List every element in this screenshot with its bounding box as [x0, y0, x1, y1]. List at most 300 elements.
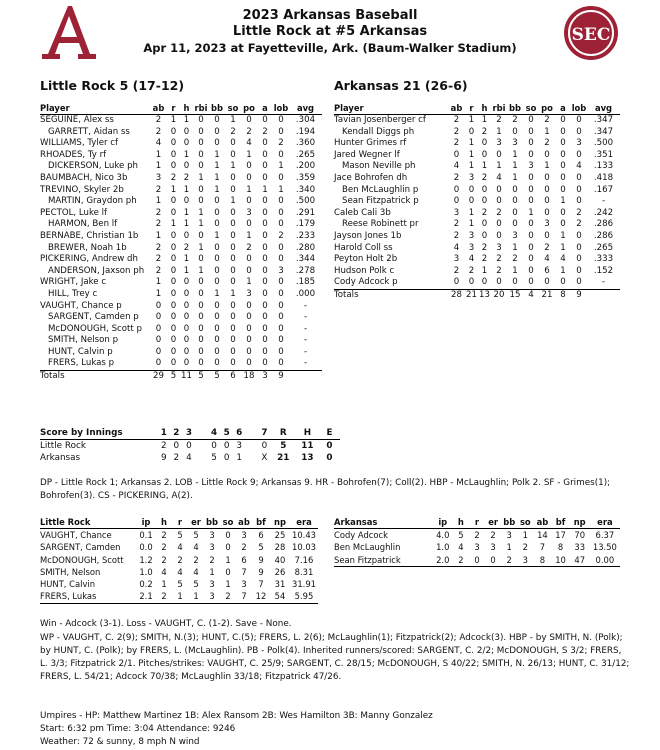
- innings-cell: 5: [280, 441, 287, 451]
- player-name: McDONOUGH, Scott p: [48, 323, 142, 334]
- table-row: [40, 196, 322, 208]
- table-row: [334, 185, 620, 197]
- column-header: era: [290, 516, 318, 529]
- stat-cell: 1: [468, 138, 475, 149]
- stat-cell: .242: [593, 207, 614, 218]
- stat-cell: 0: [214, 265, 220, 276]
- document-title: 2023 Arkansas Baseball: [242, 8, 418, 23]
- stat-cell: 7: [241, 566, 247, 577]
- stat-cell: 0: [170, 207, 177, 218]
- total-cell: 5: [198, 371, 204, 382]
- stat-cell: 4: [458, 542, 464, 553]
- stat-cell: 0: [209, 358, 225, 370]
- stat-cell: 0: [214, 346, 220, 357]
- stat-cell: 0: [560, 184, 566, 195]
- stat-cell: 3: [468, 230, 475, 241]
- column-header: r: [469, 516, 485, 529]
- column-header: ab: [533, 516, 551, 529]
- player-name: HILL, Trey c: [48, 288, 98, 299]
- table-row: [334, 115, 620, 127]
- stat-cell: 0: [230, 184, 236, 195]
- stat-cell: 0: [183, 335, 190, 346]
- innings-cell: X: [261, 453, 268, 463]
- stat-cell: 0: [448, 277, 465, 289]
- stat-cell: 1: [262, 184, 268, 195]
- column-header: bf: [252, 516, 270, 529]
- stat-cell: 4: [453, 242, 460, 253]
- stat-cell: 0: [544, 184, 550, 195]
- stat-cell: 2: [496, 207, 502, 218]
- stat-cell: 0: [278, 126, 284, 137]
- player-name: PICKERING, Andrew dh: [40, 254, 138, 265]
- stat-cell: 1: [544, 161, 550, 172]
- innings-header: E: [319, 427, 340, 440]
- innings-cell: 0: [261, 441, 268, 451]
- column-header: po: [241, 102, 257, 115]
- player-name: Hunter Grimes rf: [334, 138, 407, 149]
- stat-cell: 1: [183, 219, 190, 230]
- sec-logo-text: SEC: [571, 25, 611, 45]
- total-cell: 20: [493, 289, 505, 300]
- stat-cell: 1: [278, 184, 284, 195]
- innings-cell: 1: [236, 453, 243, 463]
- stat-cell: .304: [295, 115, 316, 125]
- innings-cell: 4: [186, 453, 192, 463]
- stat-cell: 1: [512, 161, 518, 172]
- stat-cell: 1: [198, 172, 204, 183]
- stat-cell: 0: [576, 184, 582, 195]
- column-header: so: [225, 102, 241, 115]
- stat-cell: .340: [295, 184, 316, 195]
- stat-cell: .333: [593, 254, 614, 265]
- stat-cell: 4: [453, 161, 460, 172]
- stat-cell: 0: [183, 300, 190, 311]
- innings-cell: [195, 452, 208, 464]
- stat-cell: 1: [468, 149, 475, 160]
- player-name: Reese Robinett pr: [342, 219, 419, 230]
- stat-cell: 0: [262, 230, 268, 241]
- player-name: ANDERSON, Jaxson ph: [48, 265, 145, 276]
- stat-cell: 0: [262, 254, 268, 265]
- column-header: po: [539, 102, 555, 115]
- stat-cell: 0: [485, 554, 501, 567]
- stat-cell: 2: [453, 172, 460, 183]
- stat-cell: 2: [161, 542, 167, 553]
- stat-cell: 70: [574, 530, 586, 540]
- stat-cell: 2: [481, 242, 488, 253]
- stat-cell: 0: [262, 161, 268, 172]
- stat-cell: 2: [278, 230, 284, 241]
- stat-cell: 0: [528, 242, 534, 253]
- table-row: [40, 243, 322, 255]
- stat-cell: 1: [198, 242, 204, 253]
- total-cell: 6: [230, 371, 236, 382]
- stat-cell: 0: [262, 115, 268, 125]
- pitcher-name: HUNT, Calvin: [40, 579, 96, 590]
- decision-line: Win - Adcock (3-1). Loss - VAUGHT, C. (1-2). Save - None.: [40, 619, 292, 629]
- totals-label: Totals: [334, 289, 359, 300]
- stat-cell: 2: [544, 138, 550, 149]
- stat-cell: .280: [295, 242, 316, 253]
- stat-cell: 0: [198, 184, 204, 195]
- stat-cell: 0: [481, 219, 488, 230]
- stat-cell: 7.16: [294, 554, 314, 565]
- column-header: h: [180, 102, 193, 115]
- pitcher-row: [40, 554, 318, 566]
- stat-cell: 1: [155, 149, 162, 160]
- stat-cell: 0: [183, 346, 190, 357]
- column-header: so: [523, 102, 539, 115]
- stat-cell: 0: [512, 196, 518, 207]
- stat-cell: 31.91: [292, 579, 316, 590]
- stat-cell: 1: [155, 161, 162, 172]
- total-cell: 11: [181, 371, 192, 382]
- player-name: Caleb Cali 3b: [334, 207, 391, 218]
- header-row: [40, 102, 322, 115]
- stat-cell: 2: [241, 542, 247, 553]
- stat-cell: 1: [230, 288, 236, 299]
- stat-cell: 0: [198, 335, 204, 346]
- player-name: Tavian Josenberger cf: [334, 115, 426, 125]
- stat-cell: 2: [576, 219, 582, 230]
- stat-cell: 2: [193, 554, 199, 565]
- innings-cell: 2: [173, 453, 180, 463]
- innings-cell: 3: [236, 441, 243, 451]
- stat-cell: 5: [258, 542, 264, 553]
- innings-team: Arkansas: [40, 453, 81, 463]
- stat-cell: .278: [295, 265, 316, 276]
- table-row: [40, 173, 322, 185]
- player-name: Jayson Jones 1b: [334, 230, 402, 241]
- stat-cell: .265: [593, 242, 614, 253]
- pitcher-name: SMITH, Nelson: [40, 566, 101, 577]
- stat-cell: 0: [183, 312, 190, 323]
- stat-cell: 1: [512, 242, 518, 253]
- innings-header: H: [296, 427, 319, 440]
- stat-cell: 0: [528, 196, 534, 207]
- stat-cell: 0: [183, 161, 190, 172]
- table-row: [334, 254, 620, 266]
- stat-cell: 0: [528, 265, 534, 276]
- stat-cell: 26: [274, 566, 286, 577]
- stat-cell: 0: [198, 126, 204, 137]
- stat-cell: 0: [193, 358, 209, 370]
- stat-cell: 1: [155, 277, 162, 288]
- stat-cell: 0: [198, 196, 204, 207]
- stat-cell: 2: [170, 172, 177, 183]
- stat-cell: 2: [576, 207, 582, 218]
- table-row: [40, 219, 322, 231]
- stat-cell: 1: [170, 115, 177, 125]
- away-pitching-table: [40, 516, 318, 604]
- stat-cell: -: [587, 277, 620, 289]
- table-row: [334, 161, 620, 173]
- stat-cell: 0: [198, 115, 204, 125]
- stat-cell: 0: [170, 323, 177, 334]
- total-cell: [587, 289, 620, 301]
- innings-cell: 0: [223, 453, 230, 463]
- stat-cell: 0: [198, 149, 204, 160]
- stat-cell: 0: [496, 230, 502, 241]
- stat-cell: 3: [278, 265, 284, 276]
- stat-cell: 2: [177, 554, 183, 565]
- player-name: WRIGHT, Jake c: [40, 277, 107, 288]
- stat-cell: 0: [170, 277, 177, 288]
- stat-cell: 0: [278, 346, 284, 357]
- stat-cell: 0: [491, 277, 507, 289]
- stat-cell: 28: [274, 542, 286, 553]
- stat-cell: 4: [161, 566, 167, 577]
- stat-cell: 3: [155, 172, 162, 183]
- stat-cell: 3: [246, 207, 252, 218]
- stat-cell: 0: [214, 138, 220, 149]
- innings-row: [40, 452, 340, 464]
- stat-cell: 4: [193, 542, 199, 553]
- table-row: [40, 289, 322, 301]
- stat-cell: 0: [262, 149, 268, 160]
- stat-cell: 0: [262, 277, 268, 288]
- stat-cell: 2: [155, 242, 162, 253]
- table-row: [334, 266, 620, 278]
- innings-header: 2: [170, 427, 183, 440]
- table-row: [334, 231, 620, 243]
- player-name: Kendall Diggs ph: [342, 126, 415, 137]
- stat-cell: 0: [170, 196, 177, 207]
- stat-cell: 0: [278, 254, 284, 265]
- pitching-header-row: [40, 516, 318, 529]
- innings-cell: 0: [223, 441, 230, 451]
- pitching-header-row: [334, 516, 620, 529]
- stat-cell: .000: [295, 288, 316, 299]
- stat-cell: 3: [468, 172, 475, 183]
- stat-cell: 1: [246, 230, 252, 241]
- stat-cell: 3: [209, 530, 215, 540]
- stat-cell: 0: [523, 277, 539, 289]
- stat-cell: 0: [262, 207, 268, 218]
- document-header: [0, 8, 660, 56]
- stat-cell: 0: [278, 300, 284, 311]
- stat-cell: 8: [533, 554, 551, 567]
- player-name: HARMON, Ben lf: [48, 219, 118, 230]
- stat-cell: 0: [230, 138, 236, 149]
- stat-cell: 2: [209, 554, 215, 565]
- stat-cell: 0: [481, 184, 488, 195]
- player-name: SEGUINE, Alex ss: [40, 115, 114, 125]
- away-team-title: Little Rock 5 (17-12): [40, 78, 185, 93]
- stat-cell: 9: [258, 566, 264, 577]
- stat-cell: 0: [170, 335, 177, 346]
- stat-cell: 1: [481, 265, 488, 276]
- pitcher-name: FRERS, Lukas: [40, 590, 136, 603]
- stat-cell: 0: [170, 242, 177, 253]
- stat-cell: 10.03: [292, 542, 316, 553]
- totals-label: Totals: [40, 371, 65, 382]
- player-name: SARGENT, Camden p: [48, 312, 139, 323]
- stat-cell: 0: [170, 288, 177, 299]
- stat-cell: 0: [170, 149, 177, 160]
- stat-cell: 6: [544, 265, 550, 276]
- stat-cell: 0: [262, 196, 268, 207]
- stat-cell: 1: [170, 219, 177, 230]
- stat-cell: 0: [496, 196, 502, 207]
- table-row: [334, 243, 620, 255]
- stat-cell: 1.0: [436, 542, 450, 553]
- column-header: avg: [289, 102, 322, 115]
- innings-header: 4: [208, 427, 221, 440]
- stat-cell: 14: [537, 530, 548, 540]
- stat-cell: 1: [468, 207, 475, 218]
- total-cell: 21: [541, 289, 553, 300]
- stat-cell: 1: [481, 161, 488, 172]
- stat-cell: 2: [453, 265, 460, 276]
- stat-cell: 2: [453, 115, 460, 125]
- table-row: [40, 324, 322, 336]
- stat-cell: 1: [512, 172, 518, 183]
- pitcher-name: Ben McLaughlin: [334, 542, 401, 553]
- table-row: [334, 173, 620, 185]
- stat-cell: 0: [214, 196, 220, 207]
- stat-cell: 2: [453, 138, 460, 149]
- stat-cell: 1: [183, 207, 190, 218]
- pitcher-row: [40, 541, 318, 553]
- innings-header: [246, 427, 259, 440]
- stat-cell: 1: [246, 277, 252, 288]
- column-header: ip: [136, 516, 156, 529]
- stat-cell: 1: [155, 196, 162, 207]
- stat-cell: 8.31: [294, 566, 314, 577]
- stat-cell: 4: [155, 138, 162, 149]
- stat-cell: 0: [214, 242, 220, 253]
- stat-cell: 0: [214, 277, 220, 288]
- column-header: rbi: [492, 103, 506, 113]
- stat-cell: 1: [481, 115, 488, 125]
- stat-cell: 0: [528, 172, 534, 183]
- stat-cell: 0: [198, 254, 204, 265]
- stat-cell: 0: [214, 312, 220, 323]
- total-cell: 8: [560, 289, 566, 300]
- stat-cell: 0: [528, 138, 534, 149]
- pitcher-row: [334, 541, 620, 553]
- stat-cell: 0: [230, 207, 236, 218]
- stat-cell: 2: [246, 242, 252, 253]
- stat-cell: 1: [496, 161, 502, 172]
- stat-cell: 1: [560, 242, 566, 253]
- stat-cell: 1: [172, 590, 188, 603]
- stat-cell: 6: [241, 554, 247, 565]
- stat-cell: 3: [241, 579, 247, 590]
- stat-cell: 1: [214, 149, 220, 160]
- pitching-notes: WP - VAUGHT, C. 2(9); SMITH, N.(3); HUNT, C.(5); FRERS, L. 2(6); McLaughlin(1); Fitzpatrick(2); Adcock(3). HBP - by SMITH, N. (Polk); by HUNT, C. (Polk); by FRERS, L. (McLaughlin). PB - Polk(4). Inherited runners/scored: SARGENT, C. 2/2; McDONOUGH, S 3/2; FRERS, L. 3/3; Fitzpatrick 2/1. Pitches/strikes: VAUGHT, C. 25/9; SARGENT, C. 28/15; McDONOUGH, S 40/22; SMITH, N. 26/13; HUNT, C. 31/12; FRERS, L. 54/21; Adcock 70/38; McLaughlin 33/18; Fitzpatrick 47/26.: [40, 633, 630, 682]
- innings-header: 3: [183, 427, 196, 440]
- stat-cell: 3: [453, 254, 460, 265]
- pitcher-name: SARGENT, Camden: [40, 542, 121, 553]
- total-cell: [289, 371, 322, 383]
- weather: Weather: 72 & sunny, 8 mph N wind: [40, 737, 200, 747]
- stat-cell: 0: [198, 323, 204, 334]
- stat-cell: 2.0: [433, 554, 453, 567]
- stat-cell: 2: [453, 219, 460, 230]
- stat-cell: 1: [560, 265, 566, 276]
- stat-cell: 0: [246, 300, 252, 311]
- stat-cell: 0: [262, 323, 268, 334]
- innings-header-row: [40, 427, 340, 440]
- stat-cell: 0: [155, 335, 162, 346]
- player-name: RHOADES, Ty rf: [40, 149, 107, 160]
- column-header: ip: [433, 516, 453, 529]
- start-time: Start: 6:32 pm Time: 3:04 Attendance: 9246: [40, 724, 236, 734]
- stat-cell: 3: [506, 530, 512, 540]
- stat-cell: 0.00: [590, 554, 620, 567]
- stat-cell: 7: [539, 542, 546, 553]
- innings-cell: [195, 440, 208, 453]
- stat-cell: 0: [225, 530, 231, 540]
- stat-cell: 1: [225, 554, 231, 565]
- stat-cell: 0: [246, 172, 252, 183]
- pitcher-row: [40, 578, 318, 590]
- stat-cell: 1: [209, 566, 215, 577]
- total-cell: 13: [479, 289, 490, 300]
- stat-cell: 2: [496, 254, 502, 265]
- stat-cell: 0: [262, 138, 268, 149]
- stat-cell: 2: [156, 590, 172, 603]
- player-name: Ben McLaughlin p: [342, 184, 419, 195]
- table-row: [334, 150, 620, 162]
- stat-cell: 0: [246, 254, 252, 265]
- stat-cell: 1: [528, 207, 534, 218]
- stat-cell: .500: [593, 138, 614, 149]
- player-name: Jared Wegner lf: [334, 149, 400, 160]
- stat-cell: 1: [214, 172, 220, 183]
- stat-cell: 0: [576, 126, 582, 137]
- stat-cell: 0: [576, 242, 582, 253]
- stat-cell: 0: [246, 346, 252, 357]
- date-venue: Apr 11, 2023 at Fayetteville, Ark. (Baum-Walker Stadium): [143, 41, 517, 55]
- total-cell: 21: [466, 289, 477, 300]
- stat-cell: 0: [278, 277, 284, 288]
- stat-cell: 0: [170, 230, 177, 241]
- stat-cell: 0: [560, 126, 566, 137]
- stat-cell: 2: [490, 530, 496, 540]
- stat-cell: 3: [512, 230, 518, 241]
- player-name: FRERS, Lukas p: [40, 358, 150, 370]
- stat-cell: 17: [555, 530, 566, 540]
- stat-cell: 2.1: [136, 590, 156, 603]
- total-cell: 5: [214, 371, 220, 382]
- player-name: Harold Coll ss: [334, 242, 393, 253]
- stat-cell: 0: [246, 196, 252, 207]
- stat-cell: 0: [262, 219, 268, 230]
- table-row: [40, 277, 322, 289]
- table-row: [40, 231, 322, 243]
- stat-cell: .500: [295, 196, 316, 207]
- stat-cell: 2: [512, 254, 518, 265]
- stat-cell: .167: [593, 184, 614, 195]
- column-header: r: [167, 102, 180, 115]
- stat-cell: 0: [246, 219, 252, 230]
- stat-cell: 0: [180, 358, 193, 370]
- stat-cell: 1: [246, 184, 252, 195]
- stat-cell: 0: [262, 242, 268, 253]
- stat-cell: -: [303, 335, 308, 346]
- stat-cell: 8: [557, 542, 564, 553]
- stat-cell: 0: [465, 277, 478, 289]
- stat-cell: 0: [278, 219, 284, 230]
- stat-cell: 2: [522, 542, 528, 553]
- stat-cell: 0: [528, 184, 534, 195]
- stat-cell: 1: [155, 230, 162, 241]
- stat-cell: 0: [560, 138, 566, 149]
- innings-header: 7: [258, 427, 271, 440]
